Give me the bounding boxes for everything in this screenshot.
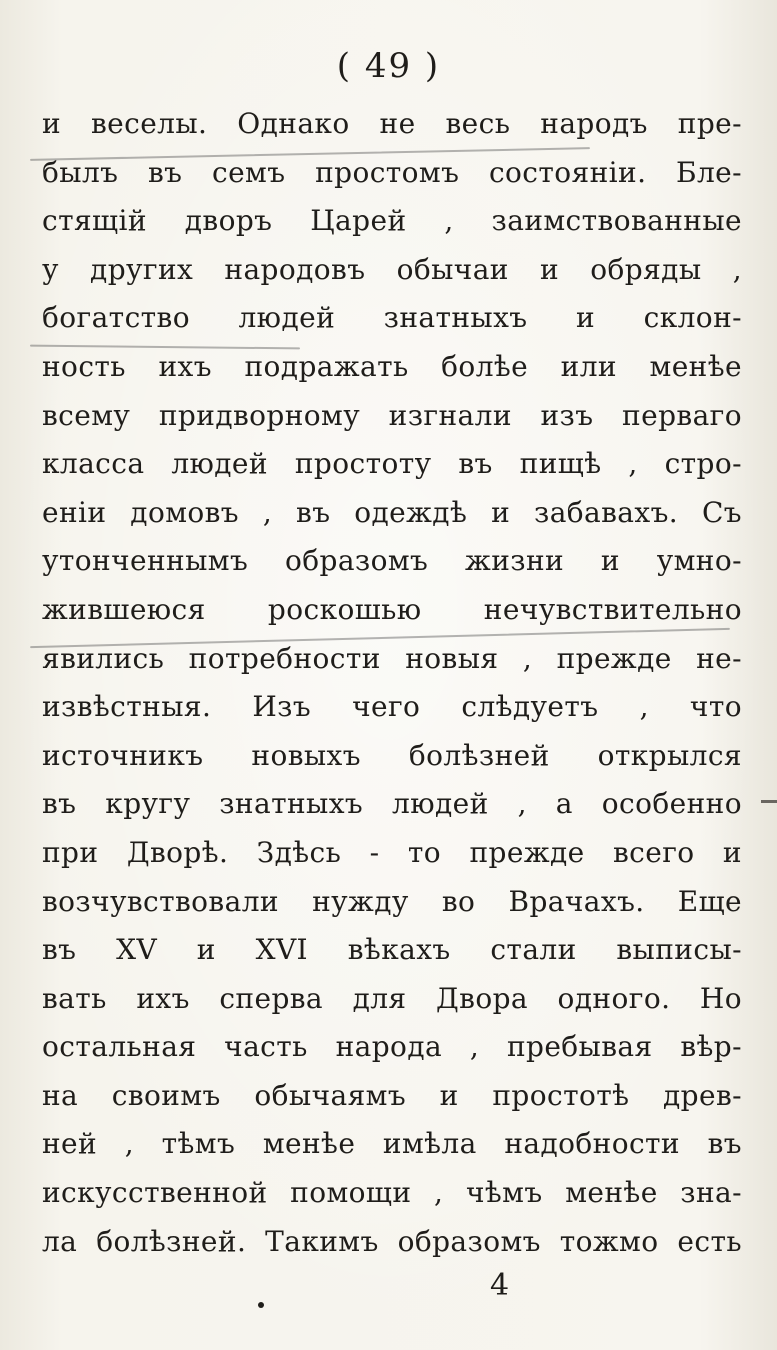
text-line: на своимъ обычаямъ и простотѣ древ- <box>42 1078 742 1112</box>
ink-dot <box>258 1302 264 1308</box>
text-line: ней , тѣмъ менѣе имѣла надобности въ <box>42 1127 742 1161</box>
text-line: ла болѣзней. Такимъ образомъ тожмо есть <box>42 1224 742 1258</box>
text-line: источникъ новыхъ болѣзней открылся <box>42 738 742 772</box>
text-line: искусственной помощи , чѣмъ менѣе зна- <box>42 1176 742 1210</box>
text-line: при Дворѣ. Здѣсь - то прежде всего и <box>42 835 742 869</box>
text-line: былъ въ семъ простомъ состоянiи. Бле- <box>42 155 742 189</box>
text-line: класса людей простоту въ пищѣ , стро- <box>42 447 742 481</box>
text-line: вать ихъ сперва для Двора одного. Но <box>42 981 742 1015</box>
signature-mark: 4 <box>490 1268 510 1303</box>
page-number: ( 49 ) <box>336 46 441 86</box>
text-line: стящiй дворъ Царей , заимствованные <box>42 204 742 238</box>
text-line: всему придворному изгнали изъ перваго <box>42 398 742 432</box>
text-line: и веселы. Однако не весь народъ пре- <box>42 107 742 140</box>
text-line: енiи домовъ , въ одеждѣ и забавахъ. Съ <box>42 495 742 529</box>
text-line: остальная часть народа , пребывая вѣр- <box>42 1030 742 1064</box>
text-line: въ кругу знатныхъ людей , а особенно <box>42 787 742 821</box>
margin-mark <box>761 800 777 803</box>
body-text <box>42 100 742 1266</box>
text-line: извѣстныя. Изъ чего слѣдуетъ , что <box>42 690 742 724</box>
text-line: утонченнымъ образомъ жизни и умно- <box>42 544 742 578</box>
text-line: у других народовъ обычаи и обряды , <box>42 252 742 286</box>
text-line: богатство людей знатныхъ и склон- <box>42 301 742 335</box>
text-line: явились потребности новыя , прежде не- <box>42 641 742 675</box>
text-line: ность ихъ подражать болѣе или менѣе <box>42 349 742 383</box>
text-line: въ XV и XVI вѣкахъ стали выписы- <box>42 933 742 967</box>
text-line: возчувствовали нужду во Врачахъ. Еще <box>42 884 742 918</box>
text-line: жившеюся роскошью нечувствительно <box>42 592 742 626</box>
